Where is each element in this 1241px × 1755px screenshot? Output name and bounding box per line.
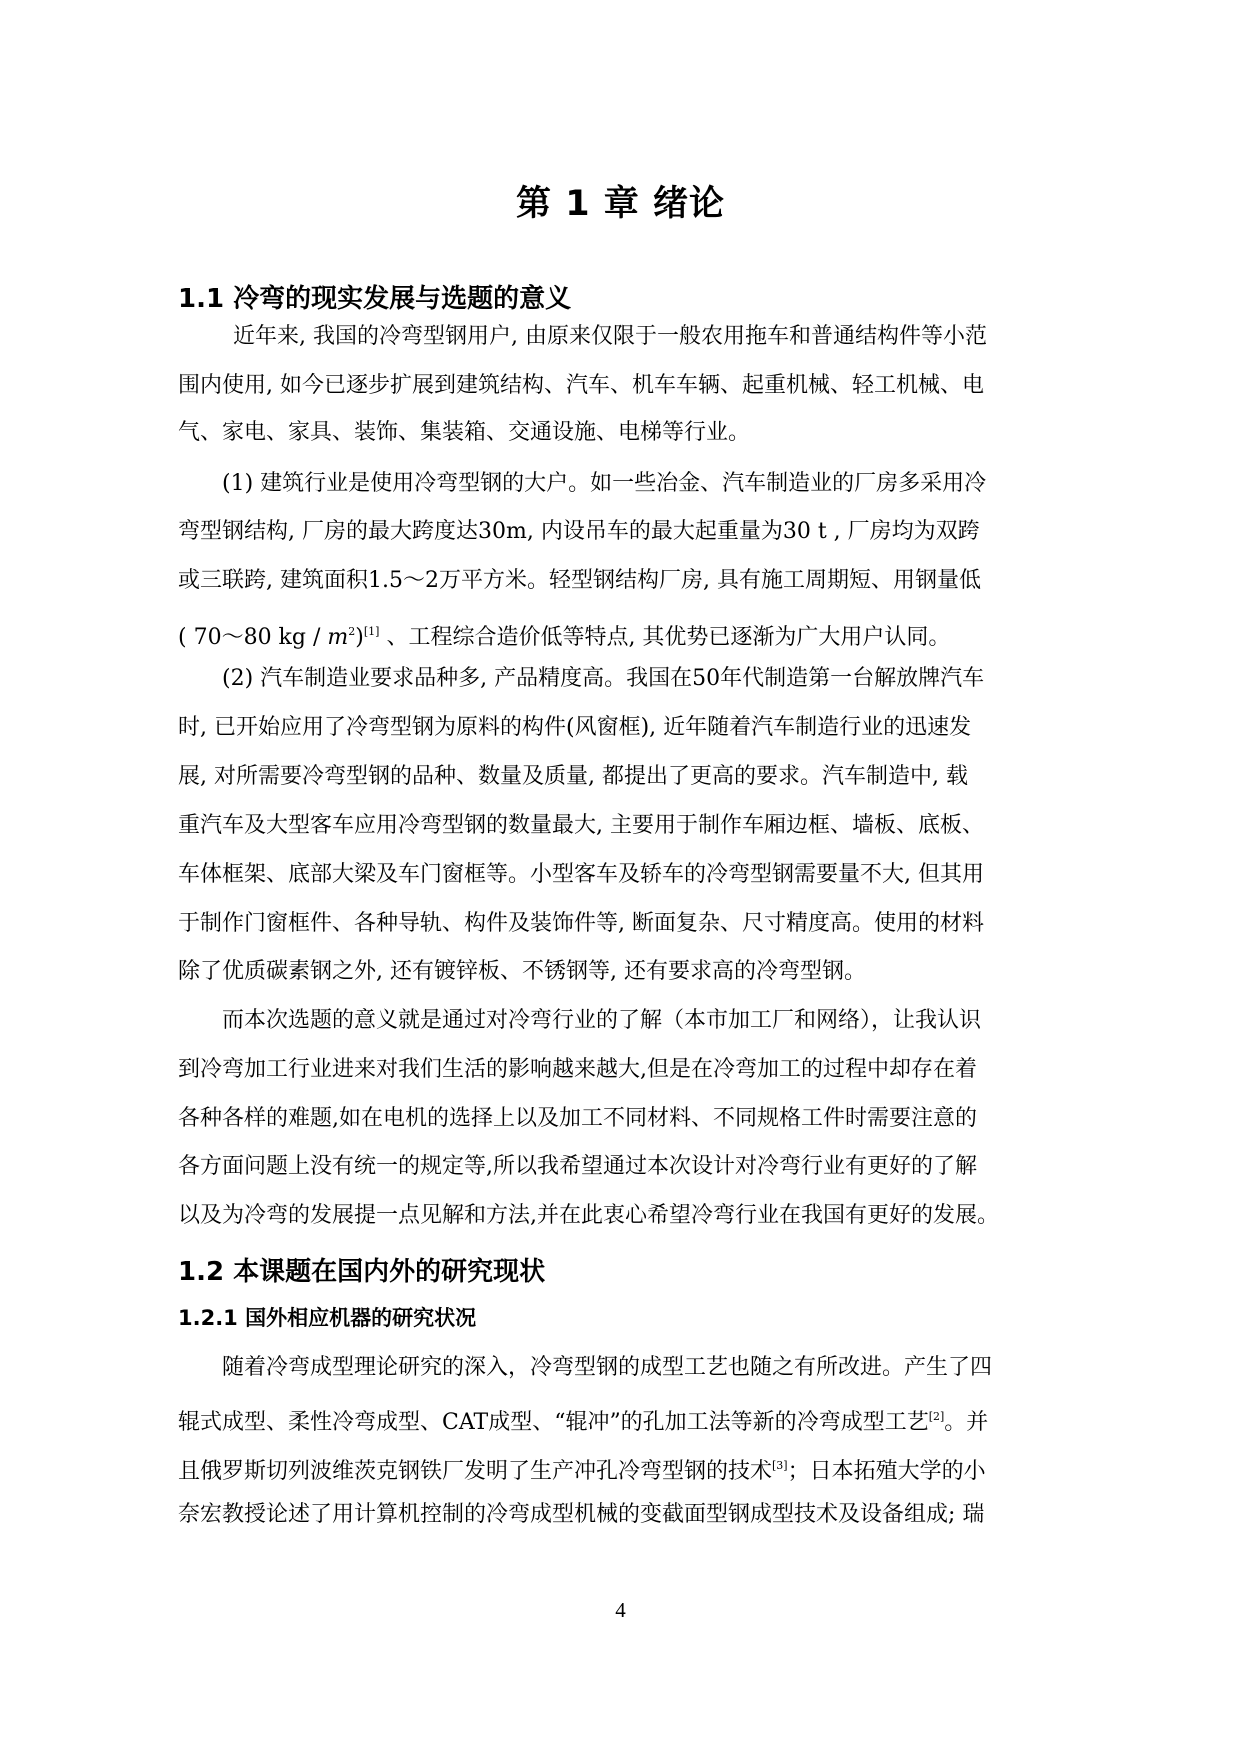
paragraph-5-line-2-end: 。并 <box>944 1410 989 1435</box>
unit-close: ) <box>355 625 364 650</box>
section-title-1-2: 1.2 本课题在国内外的研究现状 <box>178 1257 546 1287</box>
paragraph-3-line-1: (2) 汽车制造业要求品种多, 产品精度高。我国在50年代制造第一台解放牌汽车 <box>222 666 985 691</box>
unit-prefix: ( 70～80 kg / <box>178 625 321 650</box>
paragraph-3-line-6: 于制作门窗框件、各种导轨、构件及装饰件等, 断面复杂、尺寸精度高。使用的材料 <box>178 911 984 936</box>
paragraph-2-line-1: (1) 建筑行业是使用冷弯型钢的大户。如一些冶金、汽车制造业的厂房多采用冷 <box>222 471 987 496</box>
paragraph-3-line-7: 除了优质碳素钢之外, 还有镀锌板、不锈钢等, 还有要求高的冷弯型钢。 <box>178 959 866 984</box>
paragraph-4-line-2: 到冷弯加工行业进来对我们生活的影响越来越大,但是在冷弯加工的过程中却存在着 <box>178 1057 977 1082</box>
unit-math-symbol: m <box>327 625 349 650</box>
page-number: 4 <box>615 1598 626 1622</box>
paragraph-2-line-4 <box>178 617 950 653</box>
paragraph-5-line-4: 奈宏教授论述了用计算机控制的冷弯成型机械的变截面型钢成型技术及设备组成; 瑞 <box>178 1502 985 1527</box>
paragraph-4-line-3: 各种各样的难题,如在电机的选择上以及加工不同材料、不同规格工件时需要注意的 <box>178 1106 977 1131</box>
paragraph-3-line-4: 重汽车及大型客车应用冷弯型钢的数量最大, 主要用于制作车厢边框、墙板、底板、 <box>178 813 984 838</box>
paragraph-4-line-5: 以及为冷弯的发展提一点见解和方法,并在此衷心希望冷弯行业在我国有更好的发展。 <box>178 1203 999 1228</box>
paragraph-2-line-2: 弯型钢结构, 厂房的最大跨度达30m, 内设吊车的最大起重量为30 t , 厂房均为双跨 <box>178 519 980 544</box>
paragraph-3-line-3: 展, 对所需要冷弯型钢的品种、数量及质量, 都提出了更高的要求。汽车制造中, 载 <box>178 764 968 789</box>
paragraph-4-line-4: 各方面问题上没有统一的规定等,所以我希望通过本次设计对冷弯行业有更好的了解 <box>178 1154 977 1179</box>
paragraph-5-line-3-end: ；日本拓殖大学的小 <box>787 1459 986 1484</box>
paragraph-5-line-3-text: 且俄罗斯切列波维茨克钢铁厂发明了生产冲孔冷弯型钢的技术 <box>178 1459 773 1484</box>
paragraph-5-line-2 <box>178 1402 988 1438</box>
reference-1: [1] <box>363 625 380 638</box>
paragraph-3-line-5: 车体框架、底部大梁及车门窗框等。小型客车及轿车的冷弯型钢需要量不大, 但其用 <box>178 862 984 887</box>
unit-exponent: 2 <box>348 625 356 638</box>
paragraph-5-line-3 <box>178 1451 986 1487</box>
reference-3: [3] <box>772 1459 788 1472</box>
chapter-title: 第 1 章 绪论 <box>516 184 725 224</box>
section-title-1-1: 1.1 冷弯的现实发展与选题的意义 <box>178 284 572 314</box>
paragraph-2-line-3: 或三联跨, 建筑面积1.5～2万平方米。轻型钢结构厂房, 具有施工周期短、用钢量低 <box>178 568 981 593</box>
paragraph-1-line-1: 近年来, 我国的冷弯型钢用户, 由原来仅限于一般农用拖车和普通结构件等小范 <box>233 324 987 349</box>
paragraph-1-line-3: 气、家电、家具、装饰、集装箱、交通设施、电梯等行业。 <box>178 420 751 445</box>
paragraph-4-line-1: 而本次选题的意义就是通过对冷弯行业的了解（本市加工厂和网络），让我认识 <box>222 1008 982 1033</box>
subsection-title-1-2-1: 1.2.1 国外相应机器的研究状况 <box>178 1306 477 1330</box>
paragraph-3-line-2: 时, 已开始应用了冷弯型钢为原料的构件(风窗框), 近年随着汽车制造行业的迅速发 <box>178 715 972 740</box>
paragraph-5-line-1: 随着冷弯成型理论研究的深入，冷弯型钢的成型工艺也随之有所改进。产生了四 <box>222 1355 993 1380</box>
reference-2: [2] <box>928 1410 945 1423</box>
paragraph-5-line-2-text: 辊式成型、柔性冷弯成型、CAT成型、“辊冲”的孔加工法等新的冷弯成型工艺 <box>178 1410 929 1435</box>
paragraph-1-line-2: 围内使用, 如今已逐步扩展到建筑结构、汽车、机车车辆、起重机械、轻工机械、电 <box>178 373 984 398</box>
paragraph-2-line-4-text: 、工程综合造价低等特点, 其优势已逐渐为广大用户认同。 <box>379 625 951 650</box>
